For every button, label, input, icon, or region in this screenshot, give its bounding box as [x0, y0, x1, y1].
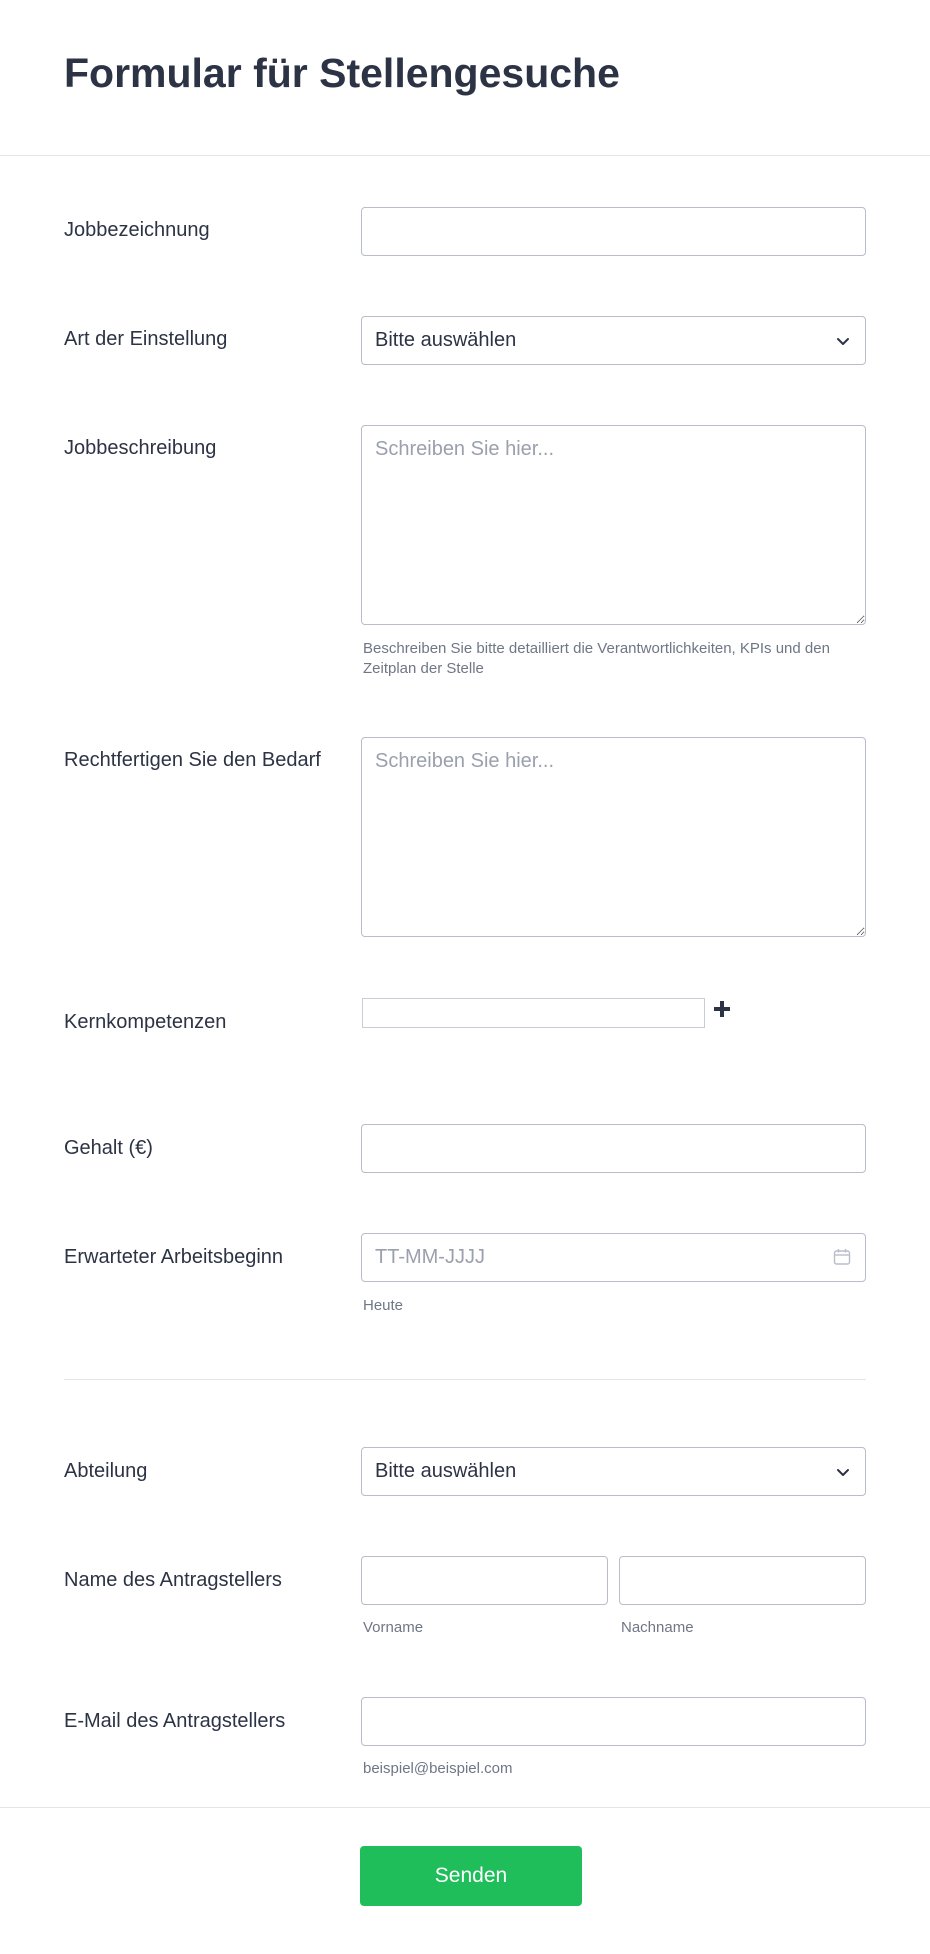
core-skills-label: Kernkompetenzen [64, 1011, 227, 1033]
last-name-input[interactable] [619, 1556, 866, 1605]
justification-textarea[interactable] [361, 737, 866, 937]
job-description-hint: Beschreiben Sie bitte detailliert die Verantwortlichkeiten, KPIs und den Zeitplan der Stelle [363, 640, 830, 677]
job-description-label: Jobbeschreibung [64, 437, 217, 459]
chevron-down-icon [835, 1464, 851, 1480]
footer-divider [0, 1807, 930, 1808]
applicant-email-label: E-Mail des Antragstellers [64, 1710, 286, 1732]
applicant-email-input[interactable] [361, 1697, 866, 1746]
salary-label: Gehalt (€) [64, 1137, 153, 1159]
department-label: Abteilung [64, 1460, 148, 1482]
start-date-input[interactable] [361, 1233, 866, 1282]
department-select[interactable] [361, 1447, 866, 1496]
form-title: Formular für Stellengesuche [64, 50, 620, 96]
first-name-input[interactable] [361, 1556, 608, 1605]
start-date-wrapper [361, 1233, 866, 1282]
job-title-input[interactable] [361, 207, 866, 256]
core-skills-input[interactable] [362, 998, 705, 1028]
start-date-label: Erwarteter Arbeitsbeginn [64, 1246, 284, 1268]
job-title-label: Jobbezeichnung [64, 219, 210, 241]
applicant-email-hint: beispiel@beispiel.com [363, 1760, 513, 1777]
first-name-hint: Vorname [363, 1619, 424, 1636]
chevron-down-icon [835, 333, 851, 349]
last-name-hint: Nachname [621, 1619, 694, 1636]
hire-type-label: Art der Einstellung [64, 328, 228, 350]
hire-type-selected-value: Bitte auswählen [375, 329, 517, 351]
start-date-today-link[interactable]: Heute [363, 1297, 404, 1314]
department-selected-value: Bitte auswählen [375, 1460, 517, 1482]
plus-icon[interactable] [712, 999, 732, 1019]
section-divider [64, 1379, 866, 1380]
hire-type-select[interactable] [361, 316, 866, 365]
salary-input[interactable] [361, 1124, 866, 1173]
job-description-textarea[interactable] [361, 425, 866, 625]
form-header [0, 0, 930, 156]
justification-label: Rechtfertigen Sie den Bedarf [64, 749, 321, 771]
submit-button[interactable]: Senden [360, 1846, 582, 1906]
calendar-icon[interactable] [832, 1247, 852, 1267]
applicant-name-label: Name des Antragstellers [64, 1569, 282, 1591]
